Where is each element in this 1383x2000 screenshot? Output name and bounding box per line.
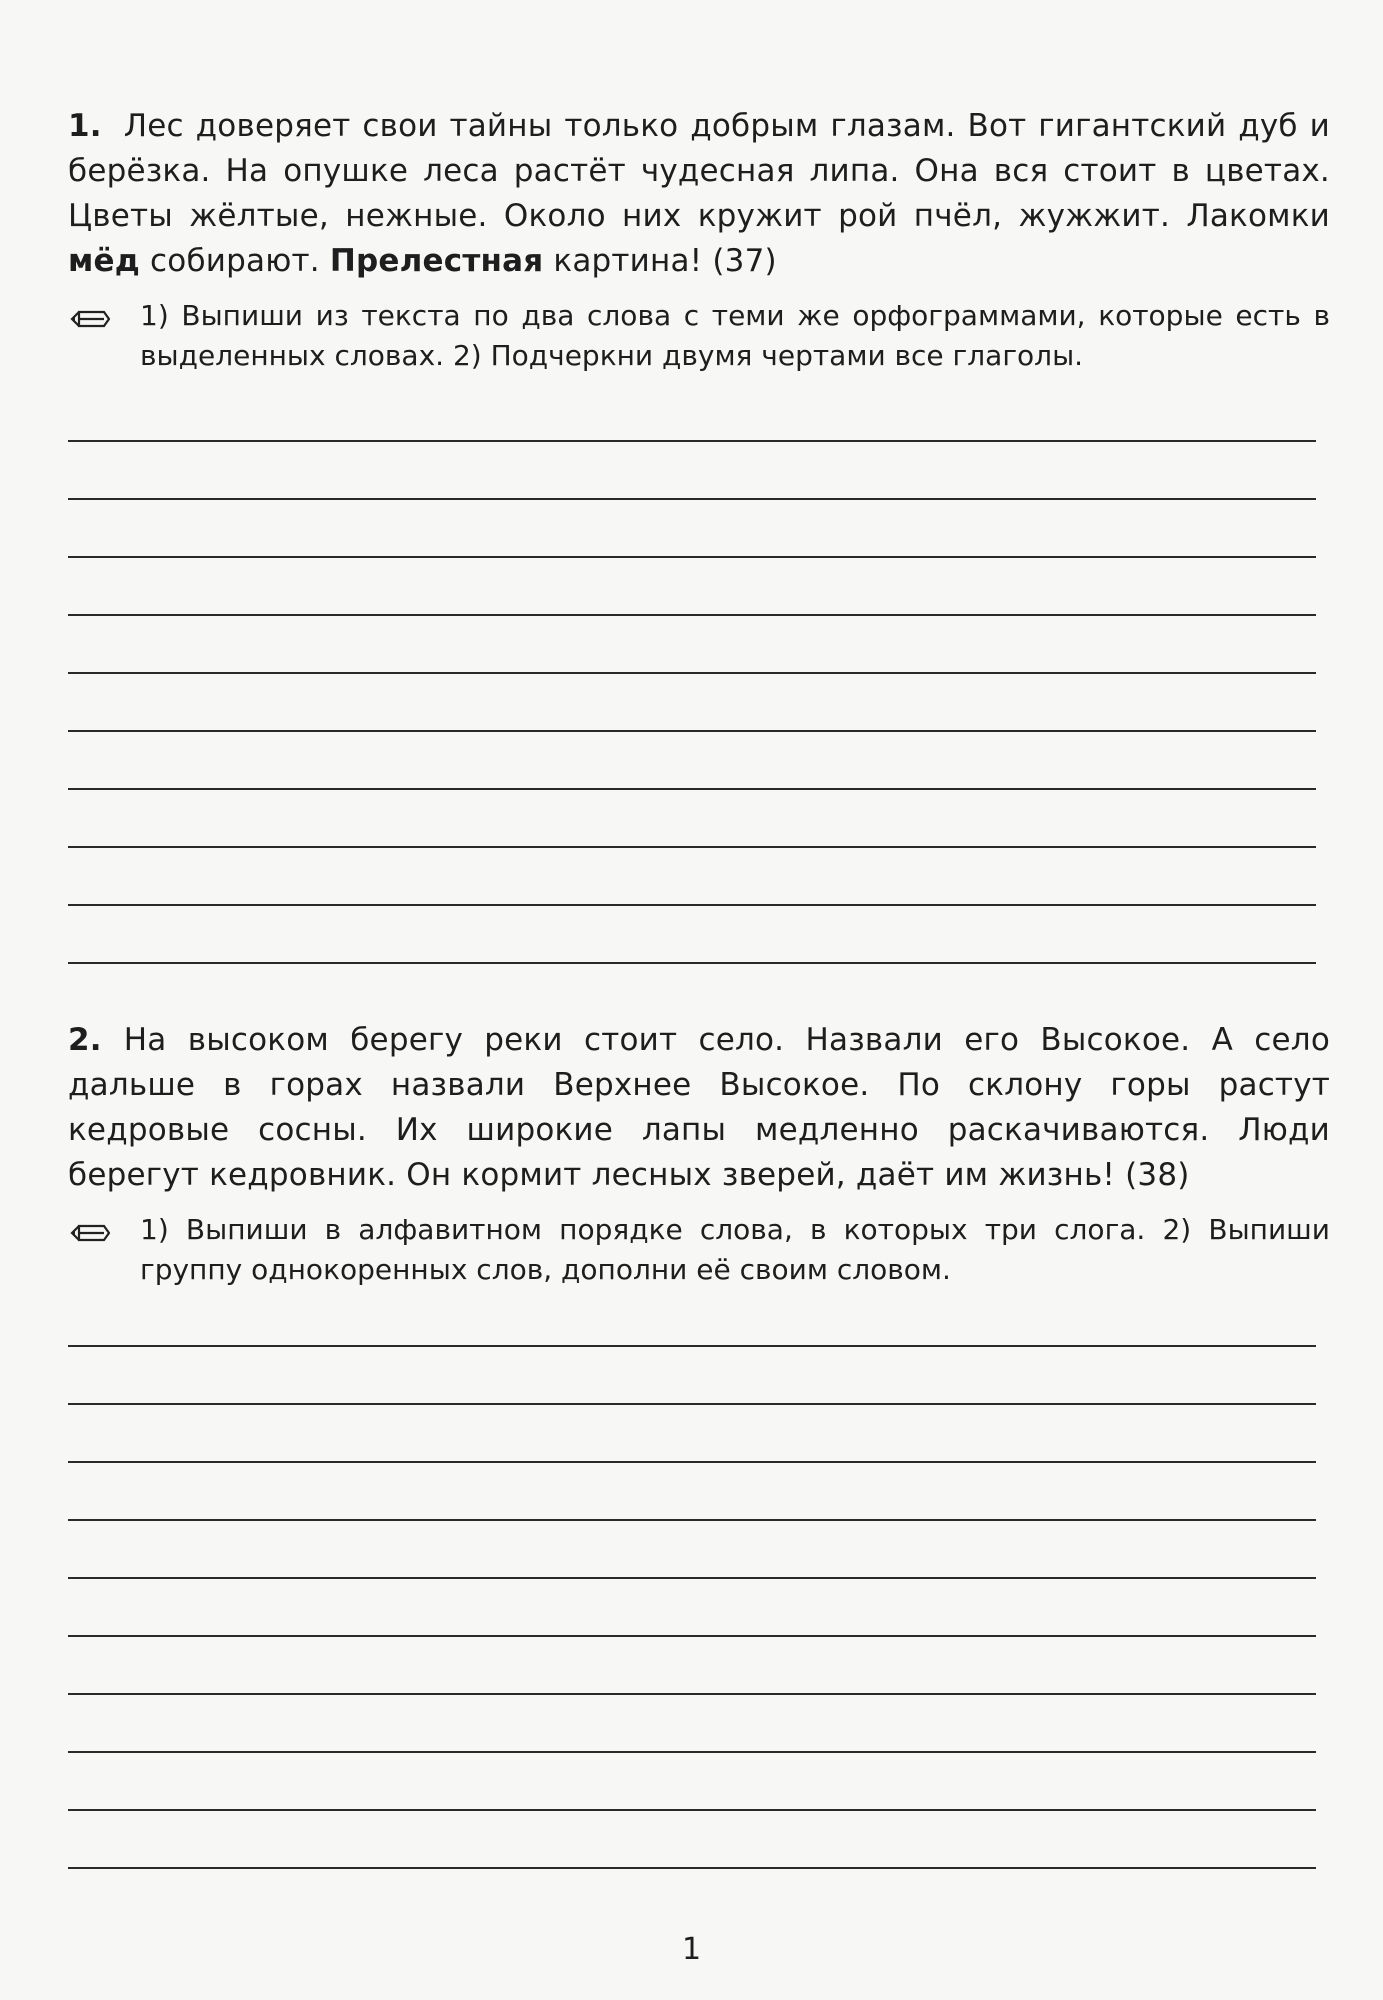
exercise-1-text — [68, 104, 1330, 284]
answer-line[interactable] — [68, 1867, 1316, 1869]
answer-line[interactable] — [68, 1809, 1316, 1811]
answer-line[interactable] — [68, 788, 1316, 790]
exercise-2 — [68, 1018, 1330, 1290]
answer-line[interactable] — [68, 1345, 1316, 1347]
exercise-2-task — [68, 1210, 1330, 1290]
answer-line[interactable] — [68, 1403, 1316, 1405]
exercise-1 — [68, 104, 1330, 376]
exercise-1-number: 1. — [68, 108, 102, 144]
exercise-1-text-part2: собирают. — [140, 243, 330, 279]
exercise-1-task-text: 1) Выпиши из текста по два слова с теми же орфограммами, которые есть в выделенных словах. 2) Подчеркни двумя чертами все глаголы. — [140, 299, 1330, 372]
answer-line[interactable] — [68, 440, 1316, 442]
answer-line[interactable] — [68, 962, 1316, 964]
exercise-2-task-text: 1) Выпиши в алфавитном порядке слова, в которых три слога. 2) Выпиши группу однокоренных слов, дополни её своим словом. — [140, 1213, 1330, 1286]
answer-line[interactable] — [68, 556, 1316, 558]
exercise-1-task — [68, 296, 1330, 376]
exercise-1-bold-word-2: Прелестная — [329, 243, 544, 279]
pencil-icon — [70, 302, 110, 326]
answer-line[interactable] — [68, 1577, 1316, 1579]
exercise-1-bold-word-1: мёд — [68, 243, 140, 279]
exercise-2-text — [68, 1018, 1330, 1198]
exercise-1-text-part1: Лес доверяет свои тайны только добрым глазам. Вот гигантский дуб и берёзка. На опушке леса растёт чудесная липа. Она вся стоит в цветах. Цветы жёлтые, нежные. Около них кружит рой пчёл, жужжит. Лакомки — [68, 108, 1330, 234]
answer-line[interactable] — [68, 614, 1316, 616]
answer-line[interactable] — [68, 904, 1316, 906]
pencil-icon — [70, 1216, 110, 1240]
answer-line[interactable] — [68, 1693, 1316, 1695]
answer-line[interactable] — [68, 1751, 1316, 1753]
answer-line[interactable] — [68, 498, 1316, 500]
answer-lines-1 — [68, 440, 1316, 1020]
exercise-2-number: 2. — [68, 1022, 102, 1058]
page-number: 1 — [681, 1932, 702, 1967]
exercise-2-body: На высоком берегу реки стоит село. Назвали его Высокое. А село дальше в горах назвали Верхнее Высокое. По склону горы растут кедровые сосны. Их широкие лапы медленно раскачиваются. Люди берегут кедровник. Он кормит лесных зверей, даёт им жизнь! (38) — [68, 1022, 1330, 1193]
answer-lines-2 — [68, 1345, 1316, 1925]
answer-line[interactable] — [68, 730, 1316, 732]
exercise-1-text-part3: картина! (37) — [543, 243, 777, 279]
answer-line[interactable] — [68, 1519, 1316, 1521]
answer-line[interactable] — [68, 1461, 1316, 1463]
answer-line[interactable] — [68, 672, 1316, 674]
answer-line[interactable] — [68, 846, 1316, 848]
answer-line[interactable] — [68, 1635, 1316, 1637]
